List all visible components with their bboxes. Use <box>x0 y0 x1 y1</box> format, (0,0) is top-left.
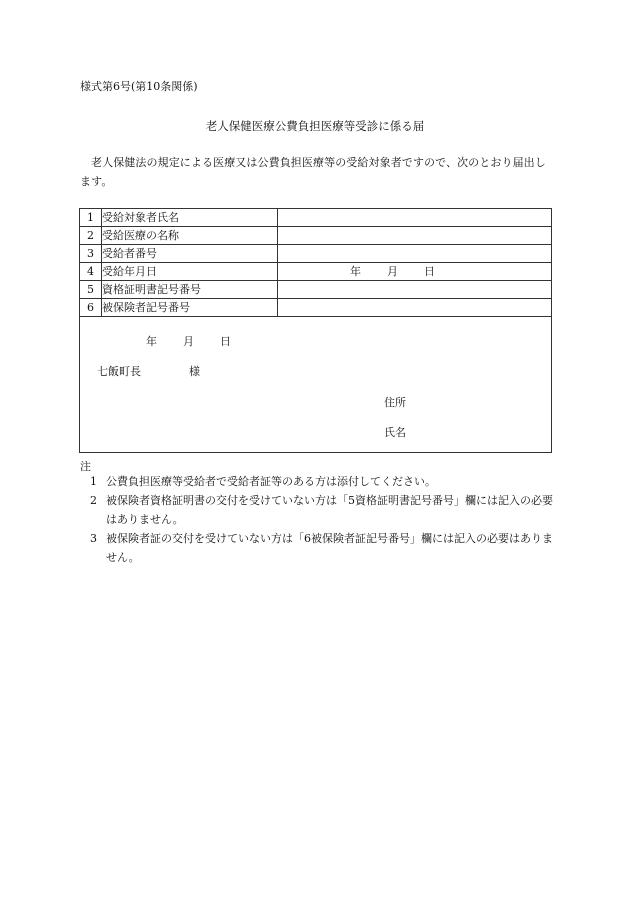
notes-list <box>80 472 554 567</box>
notes-heading: 注 <box>80 460 91 473</box>
note-item <box>90 491 554 529</box>
month-unit: 月 <box>387 265 398 278</box>
recipient-name-field[interactable] <box>278 209 552 227</box>
receipt-date-field[interactable] <box>278 263 552 281</box>
row-number: 3 <box>80 245 102 263</box>
row-number: 1 <box>80 209 102 227</box>
row-number: 2 <box>80 227 102 245</box>
table-row <box>80 281 552 299</box>
row-number: 6 <box>80 299 102 317</box>
note-number: 2 <box>90 494 97 507</box>
note-text: 被保険者資格証明書の交付を受けていない方は「5資格証明書記号番号」欄には記入の必要はありません。 <box>106 494 553 526</box>
addressee <box>97 365 200 379</box>
note-number: 1 <box>90 475 97 488</box>
medical-care-name-field[interactable] <box>278 227 552 245</box>
day-unit: 日 <box>220 335 231 348</box>
certificate-number-field[interactable] <box>278 281 552 299</box>
row-label: 受給医療の名称 <box>102 227 278 245</box>
row-number: 5 <box>80 281 102 299</box>
note-text: 公費負担医療等受給者で受給者証等のある方は添付してください。 <box>106 475 436 488</box>
table-row <box>80 227 552 245</box>
year-unit: 年 <box>350 265 361 278</box>
items-table <box>79 208 552 317</box>
table-row <box>80 245 552 263</box>
note-item <box>90 529 554 567</box>
submission-date[interactable] <box>146 335 231 349</box>
month-unit: 月 <box>183 335 194 348</box>
intro-paragraph: 老人保健法の規定による医療又は公費負担医療等の受給対象者ですので、次のとおり届出します。 <box>80 156 546 188</box>
insured-number-field[interactable] <box>278 299 552 317</box>
addressee-name: 七飯町長 <box>97 365 141 378</box>
address-label: 住所 <box>384 396 406 409</box>
year-unit: 年 <box>146 335 157 348</box>
name-label: 氏名 <box>384 426 406 439</box>
document-title: 老人保健医療公費負担医療等受診に係る届 <box>205 119 425 133</box>
row-label: 被保険者記号番号 <box>102 299 278 317</box>
table-row <box>80 299 552 317</box>
recipient-number-field[interactable] <box>278 245 552 263</box>
honorific: 様 <box>189 365 200 378</box>
form-number: 様式第6号(第10条関係) <box>80 80 198 93</box>
row-label: 受給者番号 <box>102 245 278 263</box>
table-row <box>80 263 552 281</box>
row-label: 資格証明書記号番号 <box>102 281 278 299</box>
row-number: 4 <box>80 263 102 281</box>
day-unit: 日 <box>424 265 435 278</box>
row-label: 受給対象者氏名 <box>102 209 278 227</box>
note-text: 被保険者証の交付を受けていない方は「6被保険者証記号番号」欄には記入の必要はありません。 <box>106 532 553 564</box>
row-label: 受給年月日 <box>102 263 278 281</box>
note-item <box>90 472 554 491</box>
form-box <box>79 208 552 453</box>
note-number: 3 <box>90 532 97 545</box>
table-row <box>80 209 552 227</box>
